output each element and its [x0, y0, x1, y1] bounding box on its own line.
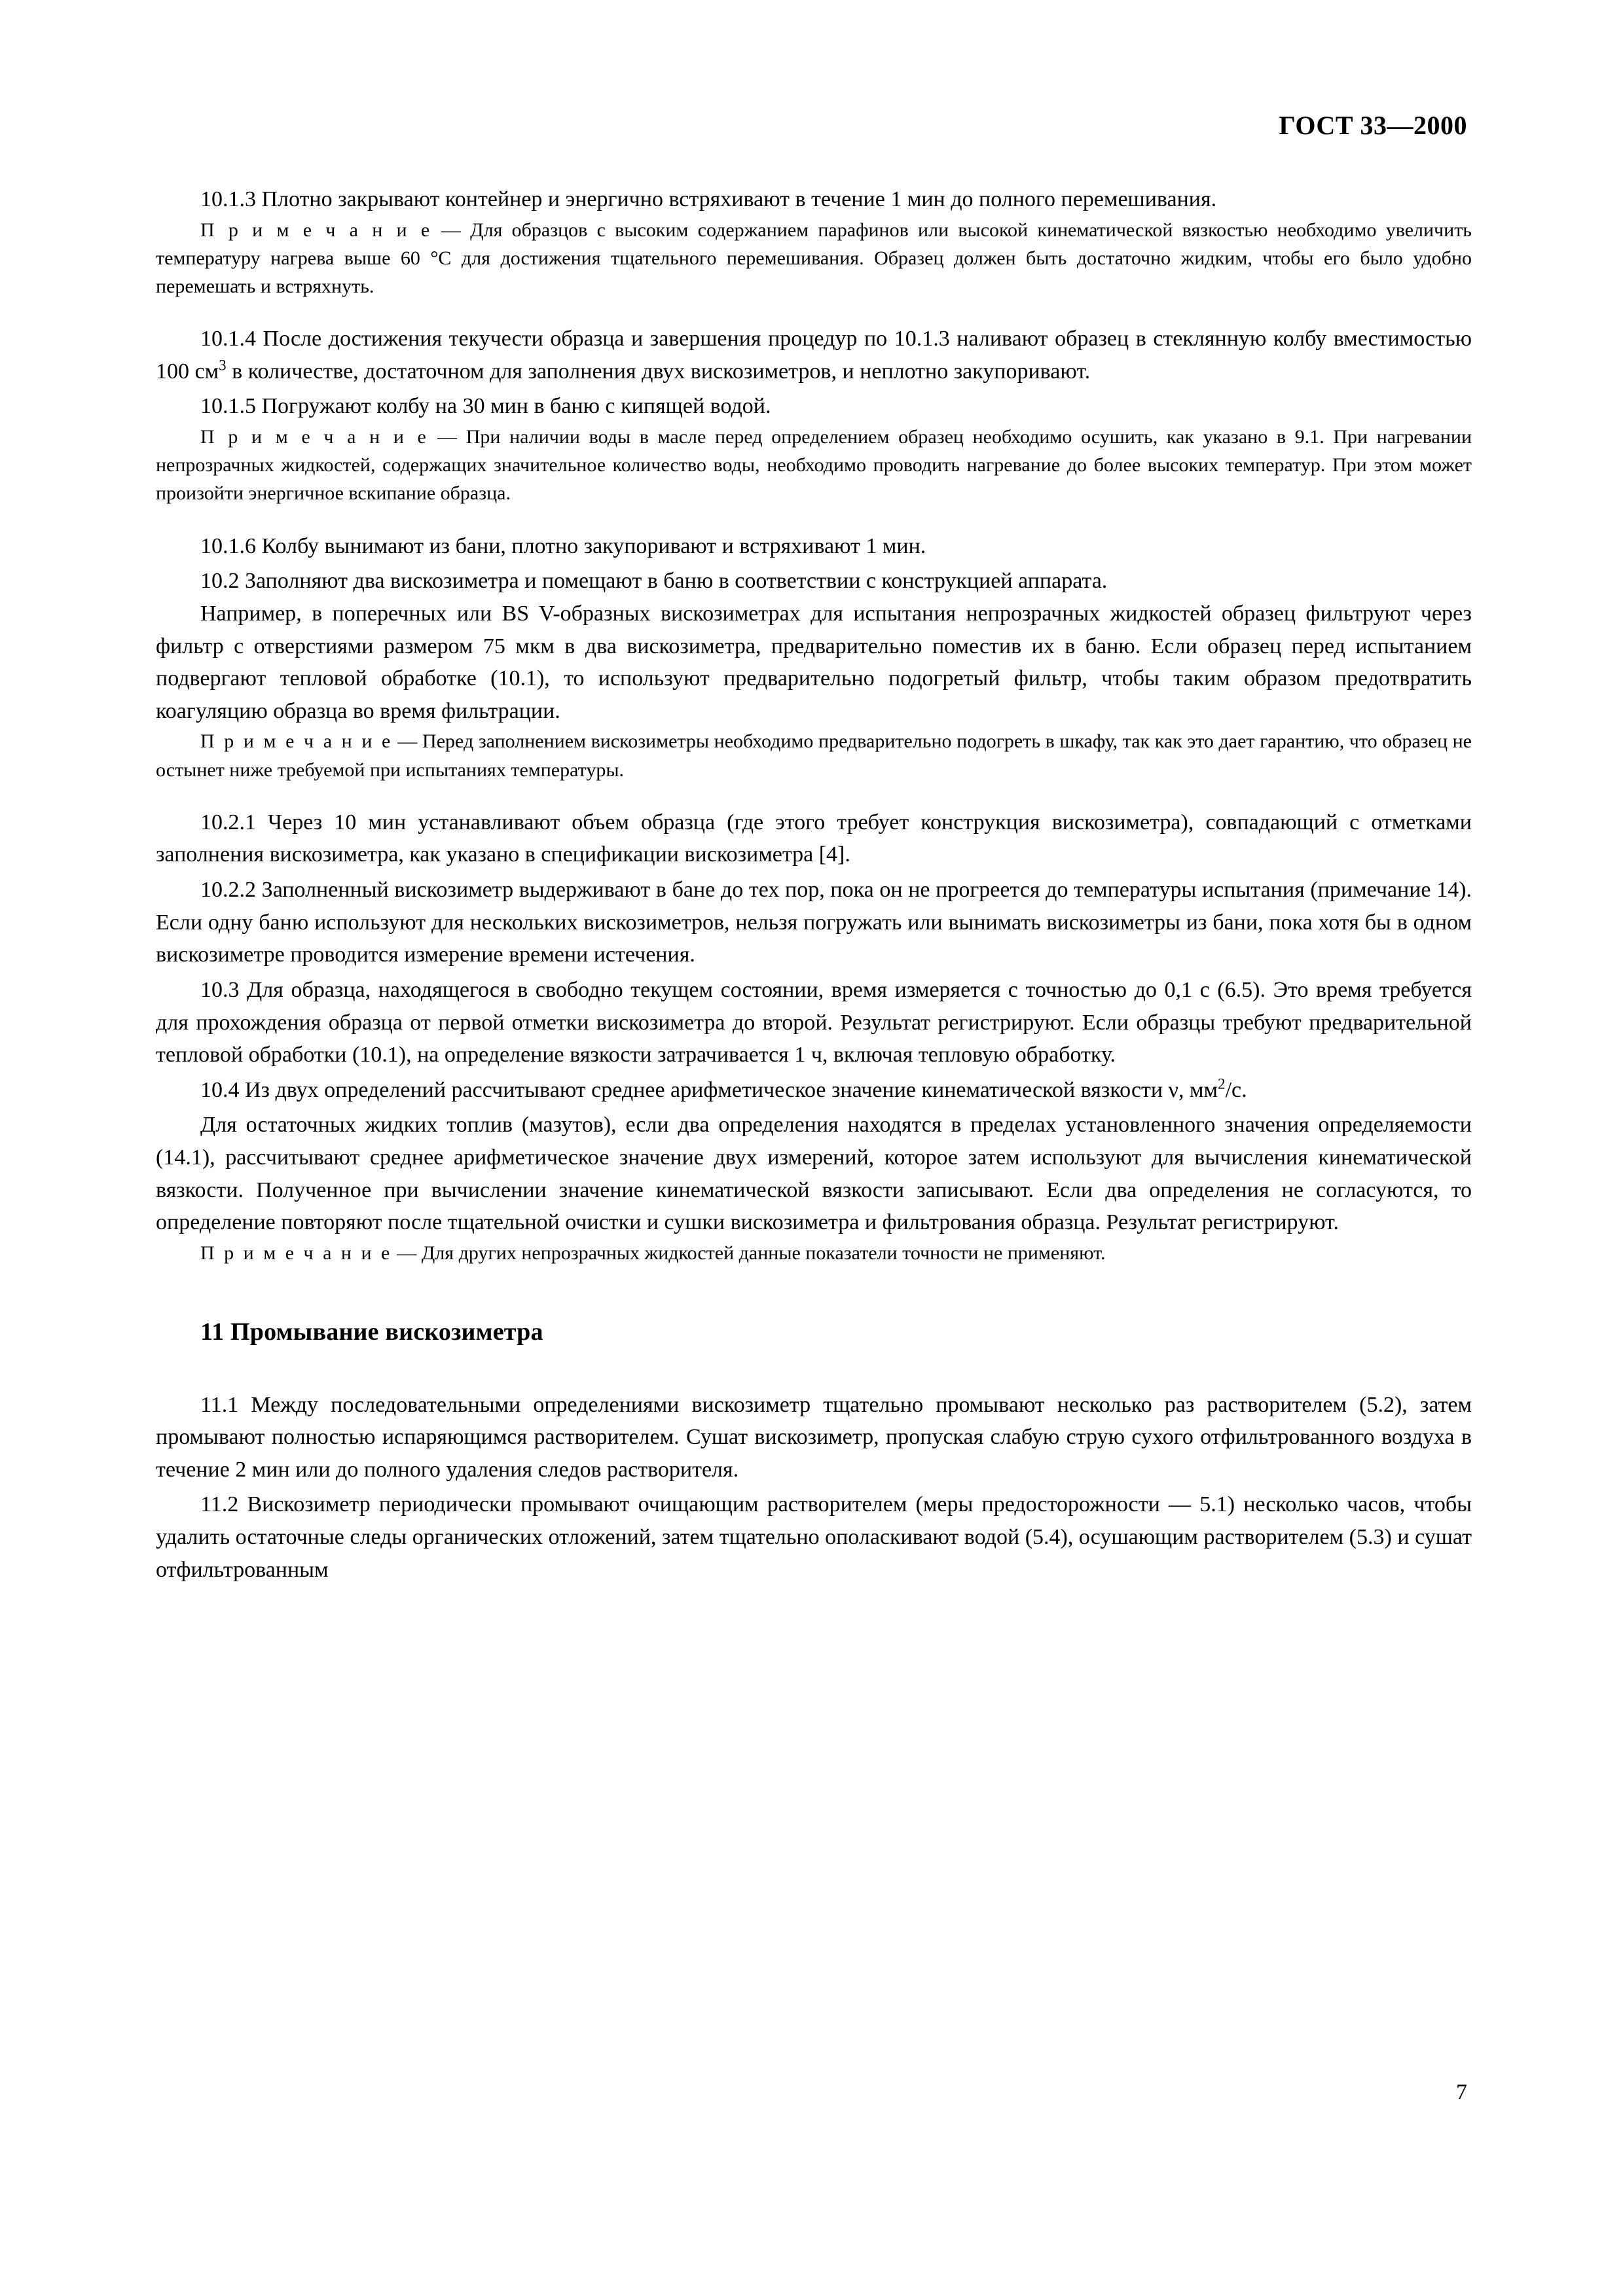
note-1 — [156, 216, 1472, 301]
paragraph-11-1: 11.1 Между последовательными определениями вискозиметр тщательно промывают несколько раз растворителем (5.2), затем промывают полностью испаряющимся растворителем. Сушат вискозиметр, пропуская слабую струю сухого отфильтрованного воздуха в течение 2 мин или до полного удаления следов растворителя. — [156, 1392, 1472, 1482]
note-3-text: — Перед заполнением вискозиметры необходимо предварительно подогреть в шкафу, так как это дает гарантию, что образец не остынет ниже требуемой при испытаниях температуры. — [156, 730, 1472, 781]
paragraph-10-2-1: 10.2.1 Через 10 мин устанавливают объем образца (где этого требует конструкция вискозиметра), совпадающий с отметками заполнения вискозиметра, как указано в спецификации вискозиметра [4]. — [156, 810, 1472, 867]
note-1-text: — Для образцов с высоким содержанием парафинов или высокой кинематической вязкостью необходимо увеличить температуру нагрева выше 60 °C для достижения тщательного перемешивания. Образец должен быть достаточно жидким, чтобы его было удобно перемешать и встряхнуть. — [156, 219, 1472, 297]
paragraph-10-4-part-b: /с. — [1225, 1077, 1247, 1102]
paragraph-10-2-2: 10.2.2 Заполненный вискозиметр выдерживают в бане до тех пор, пока он не прогреется до температуры испытания (примечание 14). Если одну баню используют для нескольких вискозиметров, нельзя погружать или вынимать вискозиметры из бани, пока хотя бы в одном вискозиметре проводится измерение времени истечения. — [156, 878, 1472, 967]
paragraph-10-2-continued: Например, в поперечных или BS V-образных вискозиметрах для испытания непрозрачных жидкостей образец фильтруют через фильтр с отверстиями размером 75 мкм в два вискозиметра, предварительно поместив их в баню. Если образец перед испытанием подвергают тепловой обработке (10.1), то используют предварительно подогретый фильтр, чтобы таким образом предотвратить коагуляцию образца во время фильтрации. — [156, 601, 1472, 723]
paragraph-10-1-4-part-b: в количестве, достаточном для заполнения двух вискозиметров, и неплотно закупоривают. — [226, 359, 1091, 384]
section-heading-11: 11 Промывание вискозиметра — [200, 1318, 543, 1346]
paragraph-10-1-4 — [156, 323, 1472, 387]
paragraph-10-4-part-a: 10.4 Из двух определений рассчитывают среднее арифметическое значение кинематической вязкости ν, мм — [200, 1077, 1218, 1102]
paragraph-10-1-4-part-a: 10.1.4 После достижения текучести образца и завершения процедур по 10.1.3 наливают образец в стеклянную колбу вместимостью 100 см — [156, 327, 1472, 384]
paragraph-10-3: 10.3 Для образца, находящегося в свободно текущем состоянии, время измеряется с точностью до 0,1 с (6.5). Это время требуется для прохождения образца от первой отметки вискозиметра до второй. Результат регистрируют. Если образцы требуют предварительной тепловой обработки (10.1), на определение вязкости затрачивается 1 ч, включая тепловую обработку. — [156, 977, 1472, 1067]
note-4-label: П р и м е ч а н и е — [200, 1242, 392, 1264]
note-4 — [156, 1239, 1472, 1267]
note-3-label: П р и м е ч а н и е — [200, 730, 393, 753]
note-2-text: — При наличии воды в масле перед определением образец необходимо осушить, как указано в 9.1. При нагревании непрозрачных жидкостей, содержащих значительное количество воды, необходимо проводить нагревание до более высоких температур. При этом может произойти энергичное вскипание образца. — [156, 426, 1472, 505]
paragraph-10-4 — [156, 1074, 1472, 1107]
paragraph-10-1-3: 10.1.3 Плотно закрывают контейнер и энергично встряхивают в течение 1 мин до полного перемешивания. — [200, 187, 1217, 211]
note-1-label: П р и м е ч а н и е — [200, 219, 432, 241]
note-2-label: П р и м е ч а н и е — [200, 426, 429, 448]
paragraph-10-1-4-superscript: 3 — [219, 357, 227, 374]
note-2 — [156, 423, 1472, 508]
note-4-text: — Для других непрозрачных жидкостей данные показатели точности не применяют. — [392, 1242, 1106, 1264]
standard-header: ГОСТ 33—2000 — [1279, 111, 1467, 140]
paragraph-10-2: 10.2 Заполняют два вискозиметра и помещают в баню в соответствии с конструкцией аппарата. — [200, 569, 1108, 594]
page-number: 7 — [1456, 2080, 1467, 2104]
paragraph-10-4-superscript: 2 — [1218, 1075, 1226, 1093]
paragraph-11-2: 11.2 Вискозиметр периодически промывают очищающим растворителем (меры предосторожности — 5.1) несколько часов, чтобы удалить остаточные следы органических отложений, затем тщательно ополаскивают водой (5.4), осушающим растворителем (5.3) и сушат отфильтрованным — [156, 1492, 1472, 1582]
paragraph-10-1-6: 10.1.6 Колбу вынимают из бани, плотно закупоривают и встряхивают 1 мин. — [200, 533, 926, 558]
paragraph-10-4-continued: Для остаточных жидких топлив (мазутов), если два определения находятся в пределах установленного значения определяемости (14.1), рассчитывают среднее арифметическое значение двух измерений, которое затем используют для вычисления кинематической вязкости. Полученное при вычислении значение кинематической вязкости записывают. Если два определения не согласуются, то определение повторяют после тщательной очистки и сушки вискозиметра и фильтрования образца. Результат регистрируют. — [156, 1113, 1472, 1235]
note-3 — [156, 727, 1472, 783]
page-body — [156, 183, 1472, 1586]
paragraph-10-1-5: 10.1.5 Погружают колбу на 30 мин в баню с кипящей водой. — [200, 394, 771, 419]
